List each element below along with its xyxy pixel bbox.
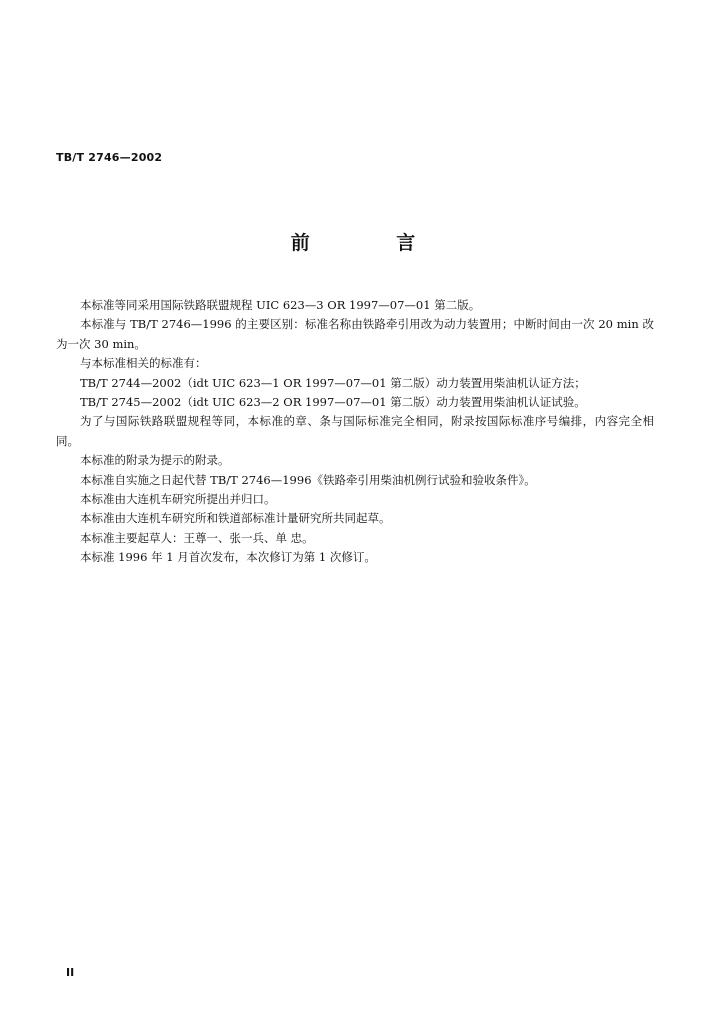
- paragraph-drafters-org: 本标准由大连机车研究所和铁道部标准计量研究所共同起草。: [80, 511, 391, 526]
- page-number: II: [66, 966, 75, 979]
- paragraph-equivalence: 为了与国际铁路联盟规程等同，本标准的章、条与国际标准完全相同，附录按国际标准序号编排，内容完全相同。: [56, 414, 654, 448]
- paragraph-related-standards-intro: 与本标准相关的标准有：: [80, 356, 207, 371]
- standard-code: TB/T 2746—2002: [56, 151, 163, 164]
- paragraph-replacement: 本标准自实施之日起代替 TB/T 2746—1996《铁路牵引用柴油机例行试验和验收条件》。: [80, 472, 536, 487]
- paragraph-main-differences: 本标准与 TB/T 2746—1996 的主要区别：标准名称由铁路牵引用改为动力装置用；中断时间由一次 20 min 改为一次 30 min。: [56, 317, 654, 351]
- paragraph-adoption: 本标准等同采用国际铁路联盟规程 UIC 623—3 OR 1997—07—01 第二版。: [80, 298, 481, 312]
- paragraph-related-standard-2744: TB/T 2744—2002（idt UIC 623—1 OR 1997—07—01 第二版）动力装置用柴油机认证方法；: [80, 375, 586, 390]
- paragraph-main-drafters: 本标准主要起草人：王尊一、张一兵、单 忠。: [80, 530, 314, 545]
- paragraph-revision-history: 本标准 1996 年 1 月首次发布，本次修订为第 1 次修订。: [80, 550, 376, 565]
- page-title: 前 言: [290, 232, 456, 254]
- foreword-body: [56, 296, 654, 568]
- paragraph-related-standard-2745: TB/T 2745—2002（idt UIC 623—2 OR 1997—07—01 第二版）动力装置用柴油机认证试验。: [80, 395, 586, 410]
- paragraph-appendix: 本标准的附录为提示的附录。: [80, 453, 230, 468]
- paragraph-proposer: 本标准由大连机车研究所提出并归口。: [80, 492, 276, 507]
